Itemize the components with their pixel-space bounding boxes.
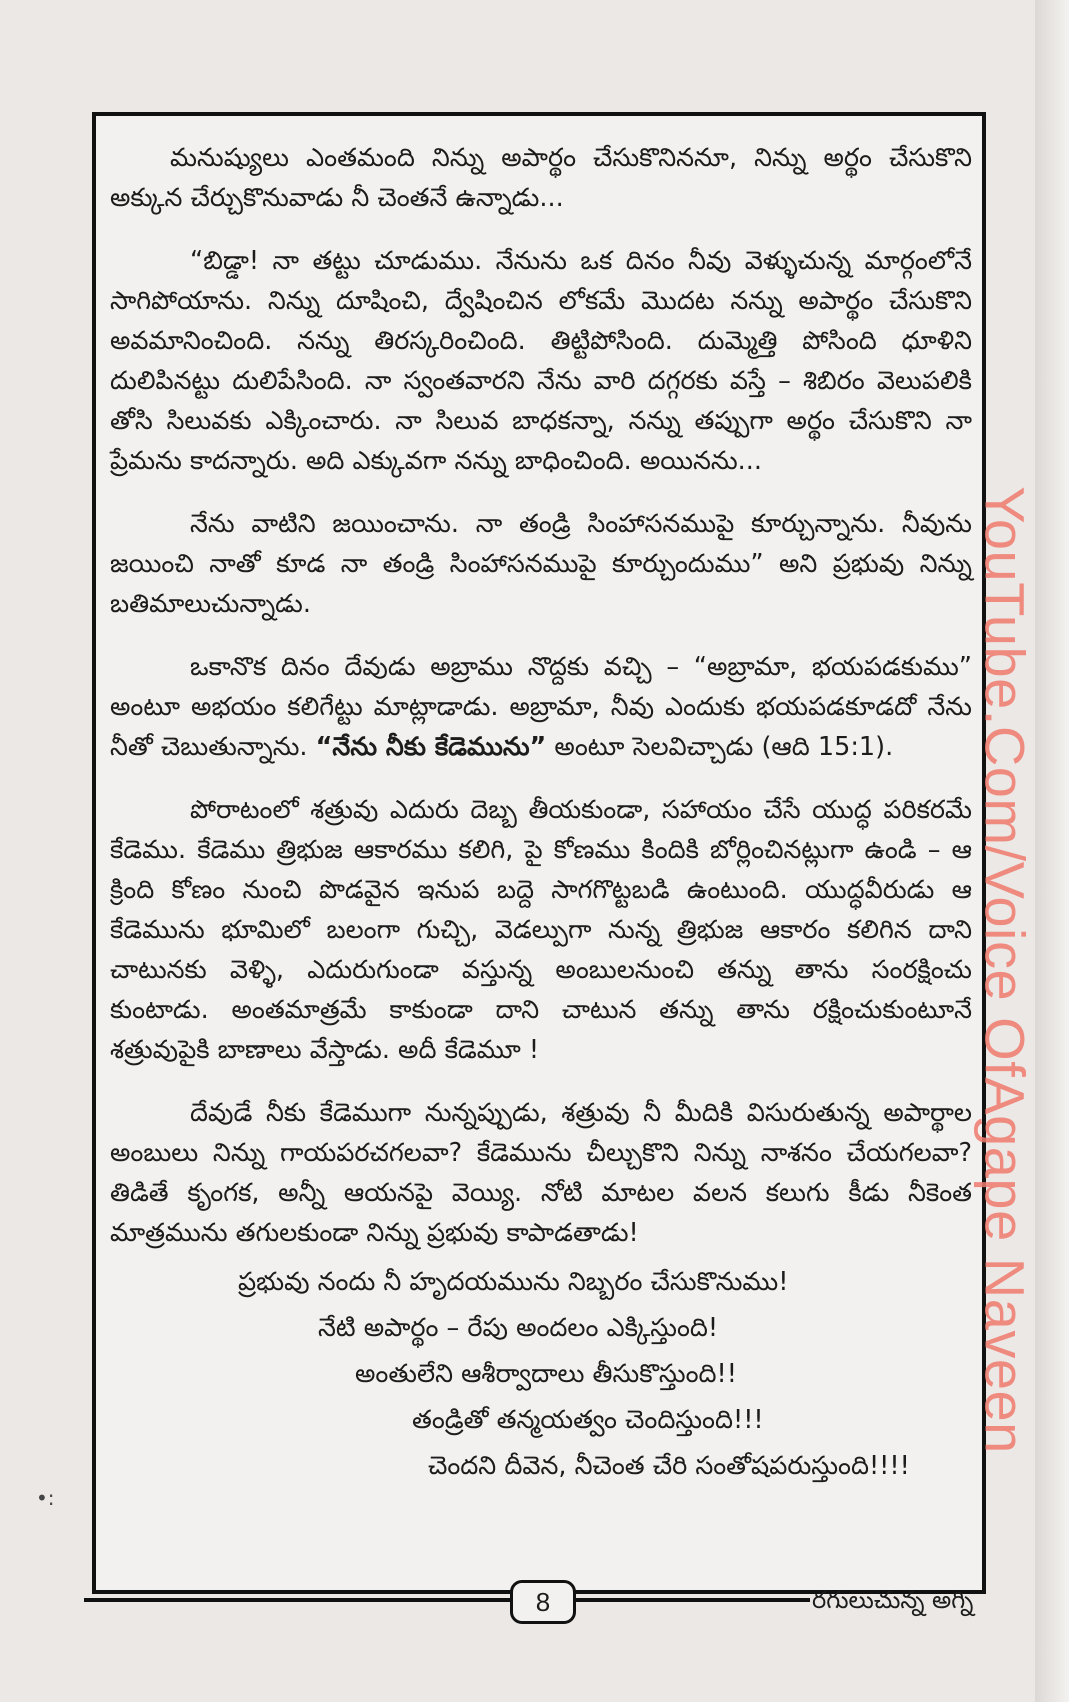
footer-rule-right — [574, 1598, 810, 1602]
page-number: 8 — [510, 1580, 576, 1624]
paper-specks: •: — [36, 1486, 55, 1510]
paragraph-6: దేవుడే నీకు కేడెముగా నున్నప్పుడు, శత్రువు నీ మీదికి విసురుతున్న అపార్థాల అంబులు నిన్ను గాయపరచగలవా? కేడెమును చీల్చుకొని నిన్ను నాశనం చేయగలవా? తిడితే కృంగక, అన్నీ ఆయనపై వెయ్యి. నోటి మాటల వలన కలుగు కీడు నీకెంత మాత్రమును తగులకుండా నిన్ను ప్రభువు కాపాడతాడు! — [110, 1098, 972, 1248]
paragraph-5: పోరాటంలో శత్రువు ఎదురు దెబ్బ తీయకుండా, సహాయం చేసే యుద్ధ పరికరమే కేడెము. కేడెము త్రిభుజ ఆకారము కలిగి, పై కోణము కిందికి బోర్లించినట్లుగా ఉండి – ఆ క్రింది కోణం నుంచి పొడవైన ఇనుప బద్దె సాగగొట్టబడి ఉంటుంది. యుద్ధవీరుడు ఆ కేడెమును భూమిలో బలంగా గుచ్చి, వెడల్పుగా నున్న త్రిభుజ ఆకారం కలిగిన దాని చాటునకు వెళ్ళి, ఎదురుగుండా వస్తున్న అంబులనుంచి తన్ను తాను సంరక్షించు కుంటాడు. అంతమాత్రమే కాకుండా దాని చాటున తన్ను తాను రక్షించుకుంటూనే శత్రువుపైకి బాణాలు వేస్తాడు. అదీ కేడెమూ ! — [110, 795, 972, 1065]
paragraph-3: నేను వాటిని జయించాను. నా తండ్రి సింహాసనముపై కూర్చున్నాను. నీవును జయించి నాతో కూడ నా తండ్రి సింహాసనముపై కూర్చుందుము” అని ప్రభువు నిన్ను బతిమాలుచున్నాడు. — [110, 509, 972, 619]
poem-line: తండ్రితో తన్మయత్వం చెందిస్తుంది!!! — [412, 1405, 764, 1435]
watermark: YouTube.Com/Voice OfAgape Naveen — [973, 486, 1037, 1454]
poem — [110, 1259, 972, 1489]
paragraph-1: మనుష్యులు ఎంతమంది నిన్ను అపార్థం చేసుకొనిననూ, నిన్ను అర్థం చేసుకొని అక్కున చేర్చుకొనువాడు నీ చెంతనే ఉన్నాడు... — [110, 143, 972, 213]
page-edge — [1035, 0, 1069, 1702]
poem-line: ప్రభువు నందు నీ హృదయమును నిబ్బరం చేసుకొనుము! — [238, 1267, 789, 1297]
poem-line: చెందని దీవెన, నీచెంత చేరి సంతోషపరుస్తుంది!!!! — [428, 1451, 910, 1481]
paragraph-4-before: ఒకానొక దినం దేవుడు అబ్రాము నొద్దకు వచ్చి – “అబ్రామా, భయపడకుము” అంటూ అభయం కలిగేట్టు మాట్లాడాడు. అబ్రామా, నీవు ఎందుకు భయపడకూడదో నేను నీతో చెబుతున్నాను. — [110, 652, 972, 762]
paragraph-4 — [110, 647, 972, 767]
poem-line: నేటి అపార్థం – రేపు అందలం ఎక్కిస్తుంది! — [318, 1313, 719, 1343]
footer-rule-left — [84, 1598, 514, 1602]
page-body — [110, 138, 972, 1489]
paragraph-4-after: అంటూ సెలవిచ్చాడు (ఆది 15:1). — [546, 732, 894, 762]
book-title: రగులుచున్న అగ్ని — [812, 1586, 974, 1614]
poem-line: అంతులేని ఆశీర్వాదాలు తీసుకొస్తుంది!! — [355, 1359, 738, 1389]
paragraph-2: “బిడ్డా! నా తట్టు చూడుము. నేనును ఒక దినం నీవు వెళ్ళుచున్న మార్గంలోనే సాగిపోయాను. నిన్ను దూషించి, ద్వేషించిన లోకమే మొదట నన్ను అపార్థం చేసుకొని అవమానించింది. నన్ను తిరస్కరించింది. తిట్టిపోసింది. దుమ్మెత్తి పోసింది ధూళిని దులిపినట్టు దులిపేసింది. నా స్వంతవారని నేను వారి దగ్గరకు వస్తే – శిబిరం వెలుపలికి తోసి సిలువకు ఎక్కించారు. నా సిలువ బాధకన్నా, నన్ను తప్పుగా అర్థం చేసుకొని నా ప్రేమను కాదన్నారు. అది ఎక్కువగా నన్ను బాధించింది. అయినను... — [110, 246, 972, 476]
paragraph-4-emphasis: “నేను నీకు కేడెమును” — [315, 732, 547, 762]
